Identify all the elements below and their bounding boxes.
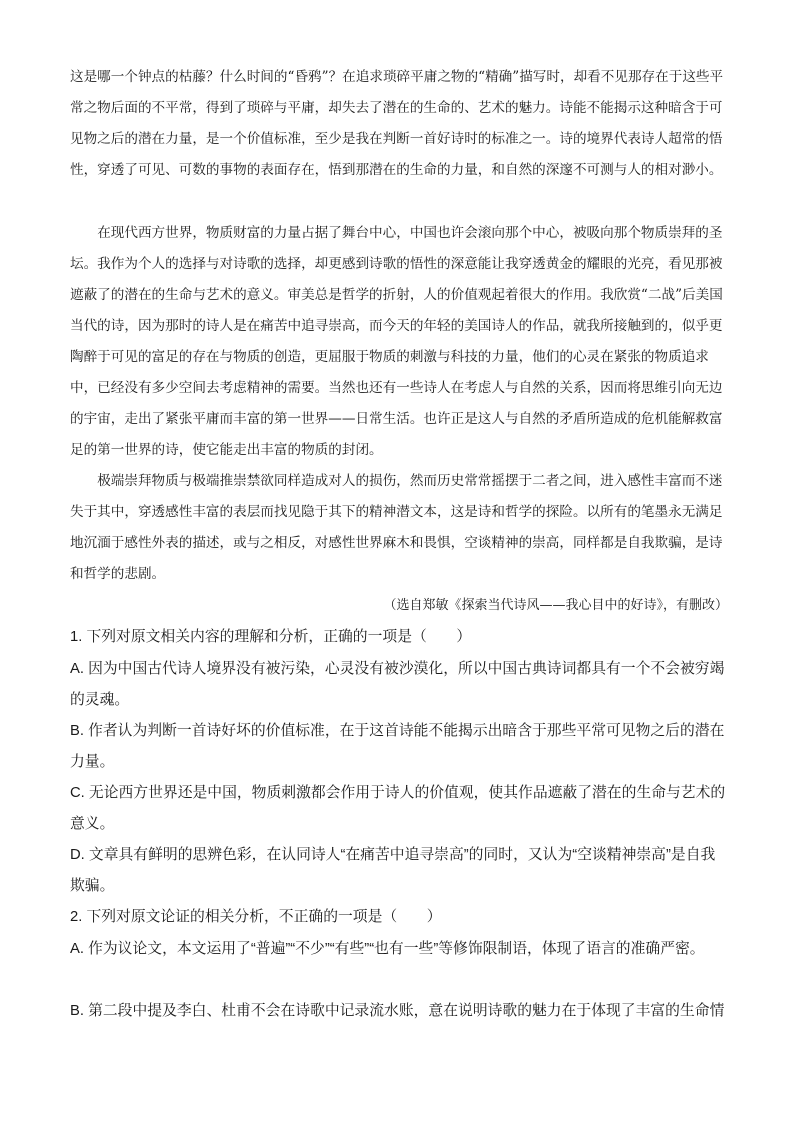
article-paragraph-2: 在现代西方世界，物质财富的力量占据了舞台中心，中国也许会滚向那个中心，被吸向那个物质崇拜的圣坛。我作为个人的选择与对诗歌的选择，却更感到诗歌的悟性的深意能让我穿透黄金的耀眼的光亮，看见那被遮蔽了的潜在的生命与艺术的意义。审美总是哲学的折射，人的价值观起着很大的作用。我欣赏“二战”后美国当代的诗，因为那时的诗人是在痛苦中追寻崇高，而今天的年轻的美国诗人的作品，就我所接触到的，似乎更陶醉于可见的富足的存在与物质的创造，更屈服于物质的刺激与科技的力量，他们的心灵在紧张的物质追求中，已经没有多少空间去考虑精神的需要。当然也还有一些诗人在考虑人与自然的关系，因而将思维引向无边的宇宙，走出了紧张平庸而丰富的第一世界——日常生活。也许正是这人与自然的矛盾所造成的危机能解救富足的第一世界的诗，使它能走出丰富的物质的封闭。 xyxy=(70,225,723,458)
question-2-stem: 2. 下列对原文论证的相关分析，不正确的一项是（ ） xyxy=(70,909,442,925)
question-1-stem: 1. 下列对原文相关内容的理解和分析，正确的一项是（ ） xyxy=(70,629,472,645)
question-2-option-a: A. 作为议论文，本文运用了“普遍”“不少”“有些”“也有一些”等修饰限制语，体现了语言的准确严密。 xyxy=(70,941,705,957)
question-1-option-c: C. 无论西方世界还是中国，物质刺激都会作用于诗人的价值观，使其作品遮蔽了潜在的生命与艺术的意义。 xyxy=(70,785,726,832)
question-1-option-b: B. 作者认为判断一首诗好坏的价值标准，在于这首诗能不能揭示出暗含于那些平常可见物之后的潜在力量。 xyxy=(70,723,725,770)
article-source: （选自郑敏《探索当代诗风——我心目中的好诗》，有删改） xyxy=(383,598,728,613)
question-1-option-d: D. 文章具有鲜明的思辨色彩，在认同诗人“在痛苦中追寻崇高”的同时，又认为“空谈精神崇高”是自我欺骗。 xyxy=(70,847,716,894)
article-paragraph-3: 极端崇拜物质与极端推崇禁欲同样造成对人的损伤，然而历史常常摇摆于二者之间，进入感性丰富而不迷失于其中，穿透感性丰富的表层而找见隐于其下的精神潜文本，这是诗和哲学的探险。以所有的笔墨永无满足地沉湎于感性外表的描述，或与之相反，对感性世界麻木和畏惧，空谈精神的崇高，同样都是自我欺骗，是诗和哲学的悲剧。 xyxy=(70,473,723,582)
article-paragraph-1: 这是哪一个钟点的枯藤？什么时间的“昏鸦”？在追求琐碎平庸之物的“精确”描写时，却看不见那存在于这些平常之物后面的不平常，得到了琐碎与平庸，却失去了潜在的生命的、艺术的魅力。诗能不能揭示这种暗含于可见物之后的潜在力量，是一个价值标准，至少是我在判断一首好诗时的标准之一。诗的境界代表诗人超常的悟性，穿透了可见、可数的事物的表面存在，悟到那潜在的生命的力量，和自然的深邃不可测与人的相对渺小。 xyxy=(70,69,724,178)
question-2-option-b: B. 第二段中提及李白、杜甫不会在诗歌中记录流水账，意在说明诗歌的魅力在于体现了丰富的生命情 xyxy=(70,1003,725,1019)
question-1-option-a: A. 因为中国古代诗人境界没有被污染，心灵没有被沙漠化，所以中国古典诗词都具有一个不会被穷竭的灵魂。 xyxy=(70,661,725,708)
